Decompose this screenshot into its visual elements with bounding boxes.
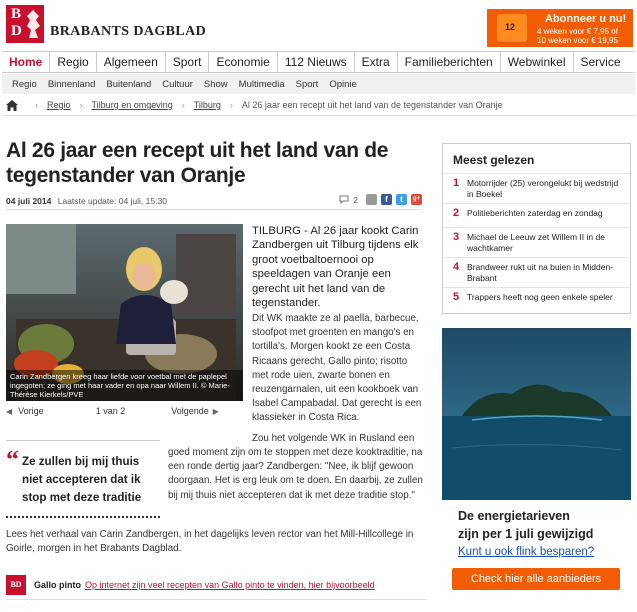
subnav-regio[interactable]: Regio [12,78,37,90]
logo-letter-d: D [11,23,22,39]
related-label: Gallo pinto [34,580,81,590]
breadcrumb [6,98,503,112]
facebook-icon[interactable]: f [381,194,392,205]
list-item-number: 4 [453,261,460,273]
nav-service[interactable]: Service [580,55,621,69]
site-name[interactable]: BRABANTS DAGBLAD [50,24,207,39]
article-title: Al 26 jaar een recept uit het land van de tegenstander van Oranje [6,139,389,187]
list-item[interactable] [443,203,630,227]
breadcrumb-separator-icon: › [35,100,38,110]
print-icon[interactable] [366,194,377,205]
chevron-left-icon[interactable]: ◀ [6,406,13,416]
list-item-text[interactable]: Michael de Leeuw zet Willem II in de wachtkamer [467,232,605,253]
subscribe-promo[interactable] [487,9,633,47]
list-item-text[interactable]: Trappers heeft nog geen enkele speler [467,292,613,302]
photo-caption: Carin Zandbergen kreeg haar liefde voor voetbal met de paplepel ingegoten; ze ging met haar vader en opa naar Willem II. © Marie-Thérèse Kierkels/PVE [6,370,243,401]
energy-ad [442,508,631,598]
main-nav [2,51,635,73]
list-item-text[interactable]: Politieberichten zaterdag en zondag [467,208,603,218]
article-date: 04 juli 2014 [6,196,52,206]
breadcrumb-current: Al 26 jaar een recept uit het land van de tegenstander van Oranje [241,100,503,110]
article-update: Laatste update: 04 juli, 15:30 [57,196,167,206]
list-item-number: 2 [453,207,460,219]
article-lead: TILBURG - Al 26 jaar kookt Carin Zandbergen uit Tilburg tijdens elk groot voetbaltoernooi op speeldagen van Oranje een gerecht uit het land van de tegenstander. [252,225,419,310]
subnav-multimedia[interactable]: Multimedia [238,78,285,90]
article-photo[interactable] [6,224,243,401]
promo-line-2: 10 weken voor € 19,95 [537,36,618,45]
logo-letter-b: B [11,6,22,22]
promo-title: Abonneer u nu! [545,13,627,25]
nav-112-nieuws[interactable]: 112 Nieuws [278,52,355,72]
nav-algemeen[interactable]: Algemeen [97,52,166,72]
most-read-box [442,143,631,314]
site-header [0,0,637,50]
gallery-prev[interactable]: Vorige [18,406,44,416]
nav-sport[interactable]: Sport [166,52,210,72]
energy-ad-line-2: zijn per 1 juli gewijzigd [458,527,594,541]
nav-regio[interactable]: Regio [50,52,96,72]
nav-home[interactable]: Home [2,52,50,72]
related-link-row [6,575,426,595]
list-item-number: 5 [453,291,460,303]
breadcrumb-separator-icon: › [181,100,185,110]
home-icon[interactable] [6,100,18,111]
list-item-number: 1 [453,177,460,189]
chevron-right-icon[interactable]: ▶ [212,406,219,416]
breadcrumb-separator-icon: › [79,100,83,110]
comment-icon[interactable] [339,195,349,204]
list-item[interactable] [443,287,630,311]
shirt-number: 12 [505,22,516,32]
article-paragraph: Dit WK maakte ze al paella, barbecue, stoofpot met groenten en mango's en tortilla's. Morgen kookt ze een Costa Ricaans gerecht, Gallo pinto; risotto met rode uien, zwarte bonen en reuzengarnalen, uit een kookboek van Isabel Campabadal. Dat gerecht is een klassieker in Costa Rica. [252,313,422,424]
pull-quote-text: Ze zullen bij mij thuis niet accepteren dat ik stop met deze traditie [22,455,142,504]
list-item-number: 3 [453,231,460,243]
article-meta [6,196,422,210]
article-paragraph: Lees het verhaal van Carin Zandbergen, in het dagelijks leven rector van het Mill-Hillcollege in Goirle, morgen in het Brabants Dagblad. [6,529,414,554]
most-read-list [443,173,630,311]
most-read-title: Meest gelezen [453,153,535,167]
divider [6,599,426,600]
list-item[interactable] [443,173,630,203]
photo-gallery-nav [6,404,243,418]
twitter-icon[interactable]: t [396,194,407,205]
subnav-binnenland[interactable]: Binnenland [47,78,96,90]
advertisement-image[interactable] [442,328,631,500]
article-paragraph: goed moment zijn om te stoppen met deze kooktraditie, na een ronde dertig jaar? Zandbergen: "Nee, ik blijf gewoon doorgaan. Het is erg leuk om te doen. En daarbij, ze zullen bij mij thuis niet accepteren dat ik met deze traditie stop." [168,447,423,501]
subnav-show[interactable]: Show [203,78,228,90]
related-link[interactable]: Op internet zijn veel recepten van Gallo pinto te vinden, hier bijvoorbeeld [85,580,375,590]
pull-quote [6,440,160,518]
subnav-opinie[interactable]: Opinie [329,78,357,90]
breadcrumb-tilburg-en-omgeving[interactable]: Tilburg en omgeving [91,100,173,110]
article-paragraph: Zou het volgende WK in Rusland een [252,433,415,444]
breadcrumb-tilburg[interactable]: Tilburg [193,100,221,110]
breadcrumb-separator-icon: › [229,100,233,110]
list-item-text[interactable]: Brandweer rukt uit na buien in Midden-Brabant [467,262,613,283]
nav-webwinkel[interactable]: Webwinkel [501,52,574,72]
nav-familieberichten[interactable]: Familieberichten [398,52,501,72]
lion-emblem-icon [24,8,42,40]
gallery-pages: 1 van 2 [95,406,126,416]
list-item-text[interactable]: Motorrijder (25) verongelukt bij wedstrijd in Boekel [467,178,619,199]
quote-mark-icon: “ [6,445,19,474]
check-providers-button[interactable]: Check hier alle aanbieders [452,568,620,590]
subnav-sport[interactable]: Sport [295,78,319,90]
breadcrumb-regio[interactable]: Regio [47,100,71,110]
list-item[interactable] [443,257,630,287]
energy-ad-link[interactable]: Kunt u ook flink besparen? [458,546,595,558]
list-item[interactable] [443,227,630,257]
mini-logo-icon: BD [6,575,26,595]
sub-nav [2,74,635,94]
share-bar [339,194,422,205]
nav-economie[interactable]: Economie [209,52,277,72]
divider [2,115,635,116]
nav-extra[interactable]: Extra [355,52,398,72]
site-logo[interactable] [6,5,44,43]
comment-count[interactable]: 2 [353,194,358,205]
island-photo [442,328,631,500]
subnav-cultuur[interactable]: Cultuur [162,78,193,90]
google-plus-icon[interactable]: g+ [411,194,422,205]
gallery-next[interactable]: Volgende [171,406,209,416]
promo-line-1: 4 weken voor € 7,95 of [537,27,618,36]
subnav-buitenland[interactable]: Buitenland [106,78,152,90]
energy-ad-line-1: De energietarieven [458,509,570,523]
